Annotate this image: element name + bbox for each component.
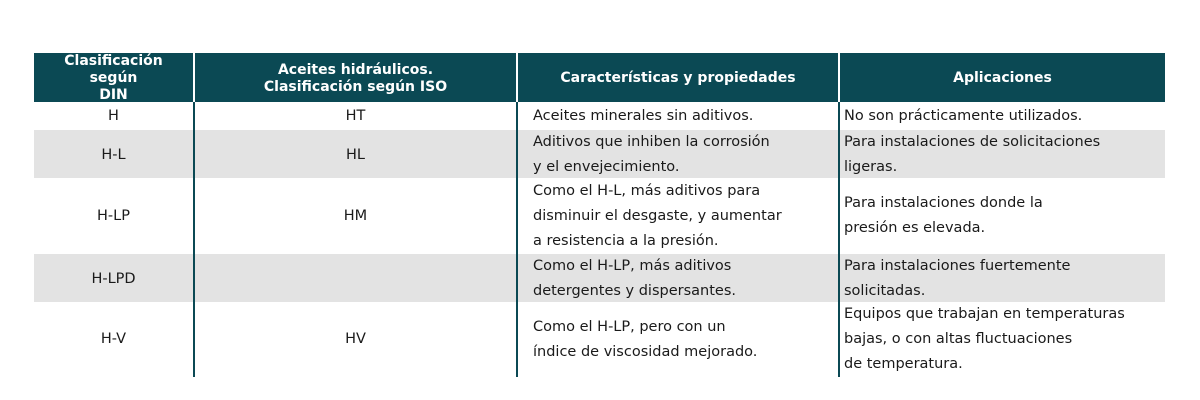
table-header-row	[34, 53, 1165, 102]
header-caracteristicas	[516, 53, 838, 104]
cell-aplicaciones: Para instalaciones donde la presión es elevada.	[838, 178, 1165, 254]
header-iso-label: Aceites hidráulicos. Clasificación según ISO	[263, 61, 448, 95]
cell-caracteristicas: Aceites minerales sin aditivos.	[516, 102, 838, 130]
cell-aplicaciones: No son prácticamente utilizados.	[838, 102, 1165, 130]
header-aplicaciones	[838, 53, 1165, 104]
cell-din: H-LP	[97, 207, 130, 224]
cell-iso: HM	[193, 178, 516, 254]
table-row	[34, 178, 1165, 254]
header-din-label: Clasificación según DIN	[64, 53, 163, 103]
cell-aplicaciones: Para instalaciones fuertemente solicitadas.	[838, 254, 1165, 304]
header-aplicaciones-label: Aplicaciones	[953, 70, 1052, 86]
oil-classification-table	[34, 53, 1165, 374]
cell-aplicaciones: Para instalaciones de solicitaciones ligeras.	[838, 130, 1165, 180]
cell-din: H-L	[101, 146, 126, 163]
table-row	[34, 130, 1165, 178]
cell-caracteristicas: Como el H-LP, más aditivos detergentes y dispersantes.	[516, 254, 838, 304]
cell-iso: HV	[193, 302, 516, 377]
header-din	[34, 53, 193, 104]
cell-iso	[193, 254, 516, 304]
header-caracteristicas-label: Características y propiedades	[560, 70, 796, 86]
cell-iso: HL	[193, 130, 516, 180]
cell-caracteristicas: Como el H-L, más aditivos para disminuir el desgaste, y aumentar a resistencia a la presión.	[516, 178, 838, 254]
cell-iso: HT	[193, 102, 516, 130]
cell-caracteristicas: Como el H-LP, pero con un índice de viscosidad mejorado.	[516, 302, 838, 377]
table-row	[34, 102, 1165, 130]
header-iso	[193, 53, 516, 104]
cell-caracteristicas: Aditivos que inhiben la corrosión y el envejecimiento.	[516, 130, 838, 180]
cell-din: H-LPD	[91, 270, 136, 287]
cell-din: H-V	[100, 331, 127, 347]
cell-aplicaciones: Equipos que trabajan en temperaturas bajas, o con altas fluctuaciones de temperatura.	[838, 302, 1165, 377]
table-row	[34, 254, 1165, 302]
cell-din: H	[108, 107, 119, 124]
table-row	[34, 302, 1165, 374]
